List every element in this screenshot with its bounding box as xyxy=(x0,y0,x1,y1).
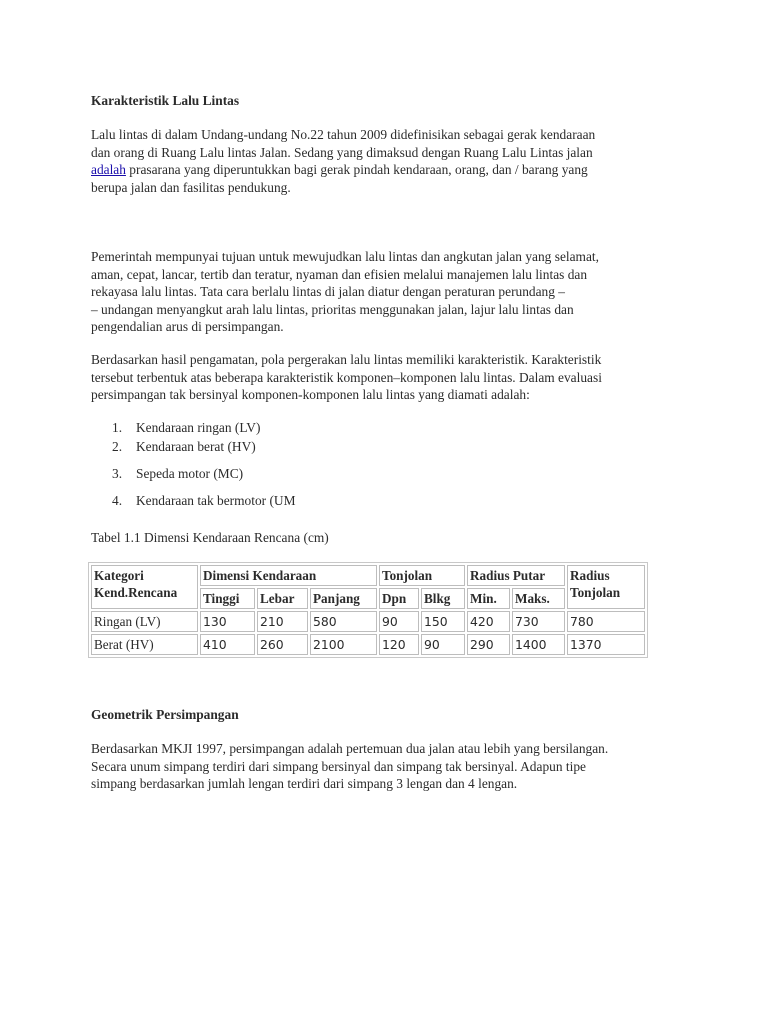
table-cell: 420 xyxy=(467,611,510,632)
list-item xyxy=(91,493,296,509)
list-text: Sepeda motor (MC) xyxy=(136,466,244,481)
list-item xyxy=(91,439,256,455)
text-fragment: prasarana yang diperuntukkan bagi gerak pindah kendaraan, orang, dan / barang yang xyxy=(125,162,588,178)
adalah-link[interactable]: adalah xyxy=(91,162,126,178)
text-line: rekayasa lalu lintas. Tata cara berlalu lintas di jalan diatur dengan peraturan perundang – xyxy=(91,284,565,300)
text-line: Pemerintah mempunyai tujuan untuk mewujudkan lalu lintas dan angkutan jalan yang selamat, xyxy=(91,249,599,264)
table-cell: 290 xyxy=(467,634,510,655)
header-tinggi: Tinggi xyxy=(200,588,255,609)
header-tonjolan: Tonjolan xyxy=(379,565,465,586)
list-text: Kendaraan ringan (LV) xyxy=(136,420,261,435)
paragraph-geometrik xyxy=(91,740,691,793)
table-cell: Berat (HV) xyxy=(91,634,198,655)
table-row xyxy=(91,611,645,632)
list-number: 1. xyxy=(112,420,123,435)
text-line: Lalu lintas di dalam Undang-undang No.22 tahun 2009 didefinisikan sebagai gerak kendaraan xyxy=(91,127,596,142)
text-line: – undangan menyangkut arah lalu lintas, prioritas menggunakan jalan, lajur lalu lintas dan xyxy=(91,301,574,317)
table-header-row xyxy=(91,565,645,586)
table-cell: 130 xyxy=(200,611,255,632)
table-cell: 1370 xyxy=(567,634,645,655)
table-caption: Tabel 1.1 Dimensi Kendaraan Rencana (cm) xyxy=(91,530,329,545)
table-cell: 780 xyxy=(567,611,645,632)
text-line-with-link xyxy=(91,161,691,179)
header-min: Min. xyxy=(467,588,510,609)
header-radius-putar: Radius Putar xyxy=(467,565,565,586)
dimensi-kendaraan-table xyxy=(88,562,648,658)
table-cell: 260 xyxy=(257,634,308,655)
header-text: Tonjolan xyxy=(570,585,621,600)
header-dimensi: Dimensi Kendaraan xyxy=(200,565,377,586)
table-cell: Ringan (LV) xyxy=(91,611,198,632)
list-number: 2. xyxy=(112,439,123,454)
header-lebar: Lebar xyxy=(257,588,308,609)
list-item xyxy=(91,420,260,436)
text-line: dan orang di Ruang Lalu lintas Jalan. Sedang yang dimaksud dengan Ruang Lalu Lintas jalan xyxy=(91,144,593,160)
text-line: pengendalian arus di persimpangan. xyxy=(91,319,284,335)
header-kategori xyxy=(91,565,198,609)
table-cell: 2100 xyxy=(310,634,377,655)
table-row xyxy=(91,634,645,655)
section-title-geometrik: Geometrik Persimpangan xyxy=(91,707,239,722)
section-title-karakteristik: Karakteristik Lalu Lintas xyxy=(91,93,240,108)
header-text: Radius xyxy=(570,568,610,583)
list-text: Kendaraan berat (HV) xyxy=(136,439,256,454)
text-line: tersebut terbentuk atas beberapa karakteristik komponen–komponen lalu lintas. Dalam evaluasi xyxy=(91,369,602,385)
header-panjang: Panjang xyxy=(310,588,377,609)
table-cell: 120 xyxy=(379,634,419,655)
text-line: aman, cepat, lancar, tertib dan teratur, nyaman dan efisien melalui manajemen lalu lintas dan xyxy=(91,266,588,282)
table-cell: 90 xyxy=(421,634,465,655)
list-number: 3. xyxy=(112,466,123,481)
text-line: Secara unum simpang terdiri dari simpang bersinyal dan simpang tak bersinyal. Adapun tipe xyxy=(91,758,586,774)
table-cell: 730 xyxy=(512,611,565,632)
paragraph-tujuan xyxy=(91,248,691,336)
text-line: simpang berdasarkan jumlah lengan terdiri dari simpang 3 lengan dan 4 lengan. xyxy=(91,776,518,792)
header-maks: Maks. xyxy=(512,588,565,609)
list-item xyxy=(91,466,243,482)
header-text: Kategori xyxy=(94,568,144,583)
text-line: Berdasarkan hasil pengamatan, pola pergerakan lalu lintas memiliki karakteristik. Karakteristik xyxy=(91,352,602,367)
header-radius-tonjolan xyxy=(567,565,645,609)
paragraph-pengamatan xyxy=(91,351,691,404)
list-number: 4. xyxy=(112,493,123,508)
table-cell: 580 xyxy=(310,611,377,632)
table-cell: 1400 xyxy=(512,634,565,655)
text-line: Berdasarkan MKJI 1997, persimpangan adalah pertemuan dua jalan atau lebih yang bersilangan. xyxy=(91,741,609,756)
table-cell: 150 xyxy=(421,611,465,632)
header-blkg: Blkg xyxy=(421,588,465,609)
list-text: Kendaraan tak bermotor (UM xyxy=(136,493,296,508)
table-cell: 210 xyxy=(257,611,308,632)
table-cell: 90 xyxy=(379,611,419,632)
header-dpn: Dpn xyxy=(379,588,419,609)
table-cell: 410 xyxy=(200,634,255,655)
text-line: berupa jalan dan fasilitas pendukung. xyxy=(91,179,291,195)
header-text: Kend.Rencana xyxy=(94,585,178,600)
text-line: persimpangan tak bersinyal komponen-komponen lalu lintas yang diamati adalah: xyxy=(91,387,530,403)
paragraph-definisi xyxy=(91,126,691,196)
